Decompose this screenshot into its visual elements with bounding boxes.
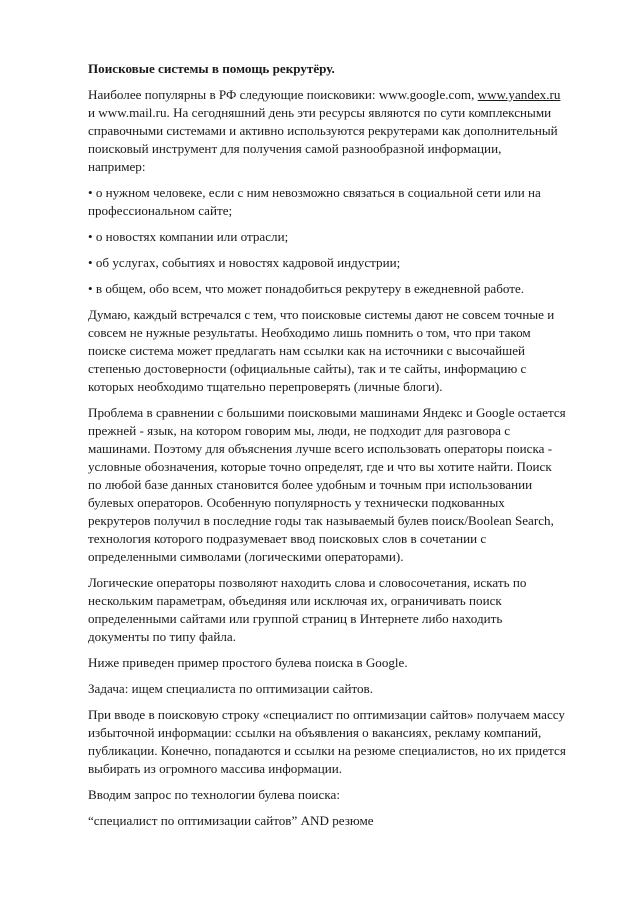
bullet-item: • о нужном человеке, если с ним невозможно связаться в социальной сети или на профессиональном сайте; xyxy=(88,185,541,218)
body-paragraph: Логические операторы позволяют находить слова и словосочетания, искать по нескольким параметрам, объединяя или исключая их, ограничивать поиск определенными сайтами или группой страниц в Интернете либо находить документы по типу файла. xyxy=(88,575,527,644)
document-title: Поисковые системы в помощь рекрутёру. xyxy=(88,61,335,76)
document-body xyxy=(88,60,593,838)
body-paragraph: Задача: ищем специалиста по оптимизации сайтов. xyxy=(88,681,374,696)
body-paragraph: При вводе в поисковую строку «специалист по оптимизации сайтов» получаем массу избыточной информации: ссылки на объявления о вакансиях, рекламу компаний, публикации. Конечно, попадаются и ссылки на резюме специалистов, но их придется выбирать из огромного массива информации. xyxy=(88,707,566,776)
body-paragraph: Ниже приведен пример простого булева поиска в Google. xyxy=(88,655,408,670)
body-paragraph: Вводим запрос по технологии булева поиска: xyxy=(88,787,340,802)
yandex-link[interactable]: www.yandex.ru xyxy=(477,87,561,102)
intro-text-start: Наиболее популярны в РФ следующие поисковики: www.google.com, xyxy=(88,87,478,102)
bullet-item: • в общем, обо всем, что может понадобиться рекрутеру в ежедневной работе. xyxy=(88,281,525,296)
search-query-example: “специалист по оптимизации сайтов” AND резюме xyxy=(88,813,374,828)
bullet-item: • об услугах, событиях и новостях кадровой индустрии; xyxy=(88,255,401,270)
body-paragraph: Думаю, каждый встречался с тем, что поисковые системы дают не совсем точные и совсем не нужные результаты. Необходимо лишь помнить о том, что при таком поиске система может предлагать нам ссылки как на источники с высочайшей степенью достоверности (официальные сайты), так и те сайты, информацию с которых необходимо тщательно перепроверять (личные блоги). xyxy=(88,307,555,394)
bullet-item: • о новостях компании или отрасли; xyxy=(88,229,289,244)
intro-paragraph xyxy=(88,86,593,176)
intro-text-end: и www.mail.ru. На сегодняшний день эти ресурсы являются по сути комплексными справочными системами и активно используются рекрутерами как дополнительный поисковый инструмент для получения самой разнообразной информации, например: xyxy=(88,105,558,174)
body-paragraph: Проблема в сравнении с большими поисковыми машинами Яндекс и Google остается прежней - язык, на котором говорим мы, люди, не подходит для разговора с машинами. Поэтому для объяснения лучше всего использовать операторы поиска - условные обозначения, которые точно определят, где и что вы хотите найти. Поиск по любой базе данных становится более удобным и точным при использовании булевых операторов. Особенную популярность у технически подкованных рекрутеров получил в последние годы так называемый булев поиск/Boolean Search, технология которого подразумевает ввод поисковых слов в сочетании с определенными символами (логическими операторами). xyxy=(88,405,566,564)
